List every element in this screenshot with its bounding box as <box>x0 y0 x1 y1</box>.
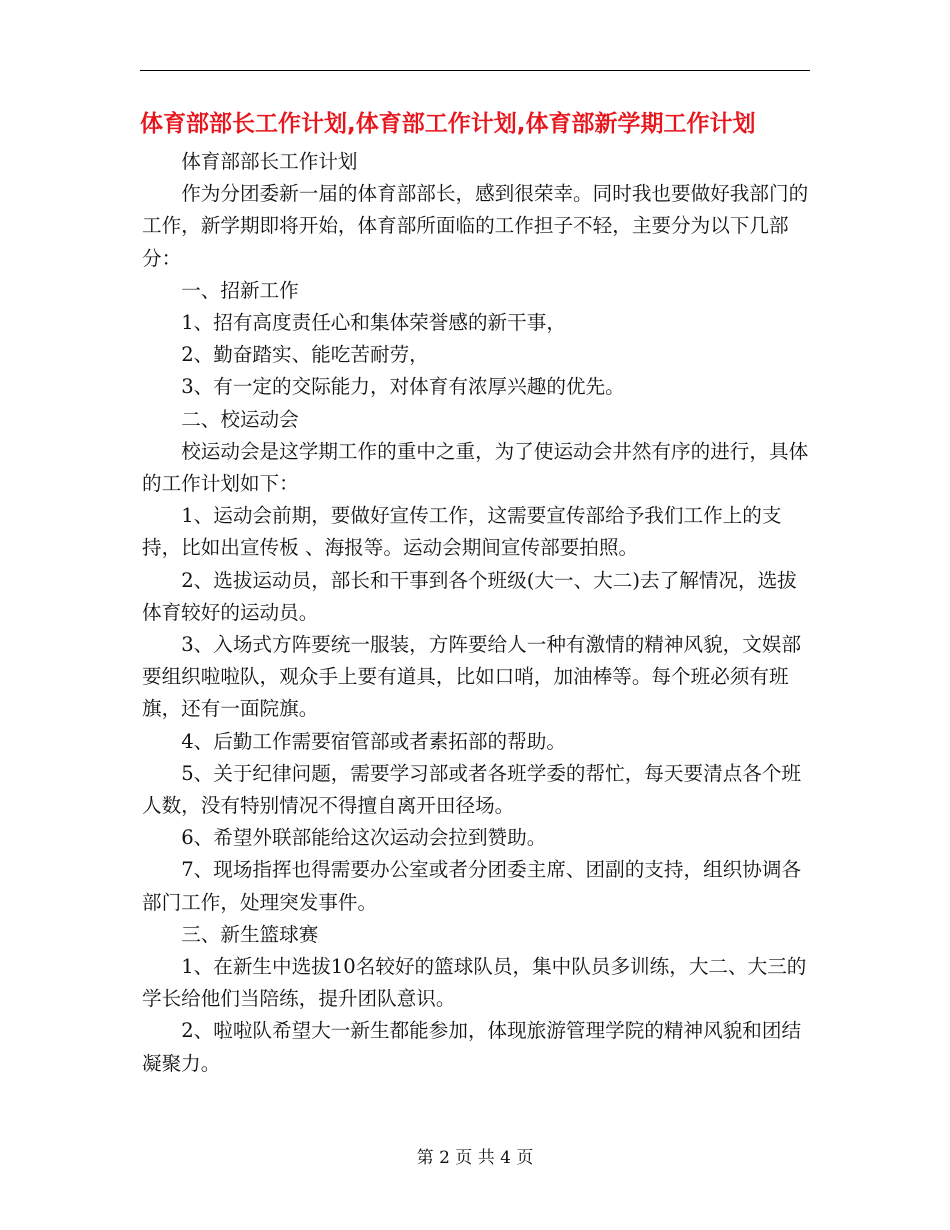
section-heading: 三、新生篮球赛 <box>181 922 319 946</box>
paragraph: 体育部部长工作计划 <box>181 150 358 173</box>
list-item: 6、希望外联部能给这次运动会拉到赞助。 <box>181 826 547 850</box>
list-item: 1、在新生中选拔10名较好的篮球队员，集中队员多训练，大二、大三的学长给他们当陪练，提升团队意识。 <box>142 955 807 1011</box>
list-item: 5、关于纪律问题，需要学习部或者各班学委的帮忙，每天要清点各个班人数，没有特别情况不得擅自离开田径场。 <box>142 761 802 818</box>
list-item: 3、入场式方阵要统一服装，方阵要给人一种有激情的精神风貌，文娱部要组织啦啦队，观众手上要有道具，比如口哨，加油棒等。每个班必须有班旗，还有一面院旗。 <box>142 633 802 721</box>
list-item: 1、招有高度责任心和集体荣誉感的新干事， <box>181 311 566 335</box>
list-item: 3、有一定的交际能力，对体育有浓厚兴趣的优先。 <box>181 375 625 399</box>
section-heading: 二、校运动会 <box>181 407 299 431</box>
list-item: 1、运动会前期，要做好宣传工作，这需要宣传部给予我们工作上的支持，比如出宣传板 、海报等。运动会期间宣传部要拍照。 <box>142 504 782 560</box>
list-item: 2、勤奋踏实、能吃苦耐劳， <box>181 343 429 367</box>
document-body <box>142 146 814 1080</box>
list-item: 7、现场指挥也得需要办公室或者分团委主席、团副的支持，组织协调各部门工作，处理突发事件。 <box>142 858 802 914</box>
list-item: 4、后勤工作需要宿管部或者素拓部的帮助。 <box>181 729 566 753</box>
page-number: 第 2 页 共 4 页 <box>416 1148 534 1168</box>
document-title: 体育部部长工作计划,体育部工作计划,体育部新学期工作计划 <box>140 111 756 137</box>
header-rule <box>140 70 810 71</box>
paragraph: 校运动会是这学期工作的重中之重，为了使运动会井然有序的进行，具体的工作计划如下： <box>142 439 809 496</box>
list-item: 2、啦啦队希望大一新生都能参加，体现旅游管理学院的精神风貌和团结凝聚力。 <box>142 1019 802 1075</box>
section-heading: 一、招新工作 <box>181 278 299 302</box>
paragraph: 作为分团委新一届的体育部部长，感到很荣幸。同时我也要做好我部门的工作，新学期即将开始，体育部所面临的工作担子不轻，主要分为以下几部分： <box>142 182 809 270</box>
list-item: 2、选拔运动员，部长和干事到各个班级(大一、大二)去了解情况，选拔体育较好的运动员。 <box>142 568 797 624</box>
